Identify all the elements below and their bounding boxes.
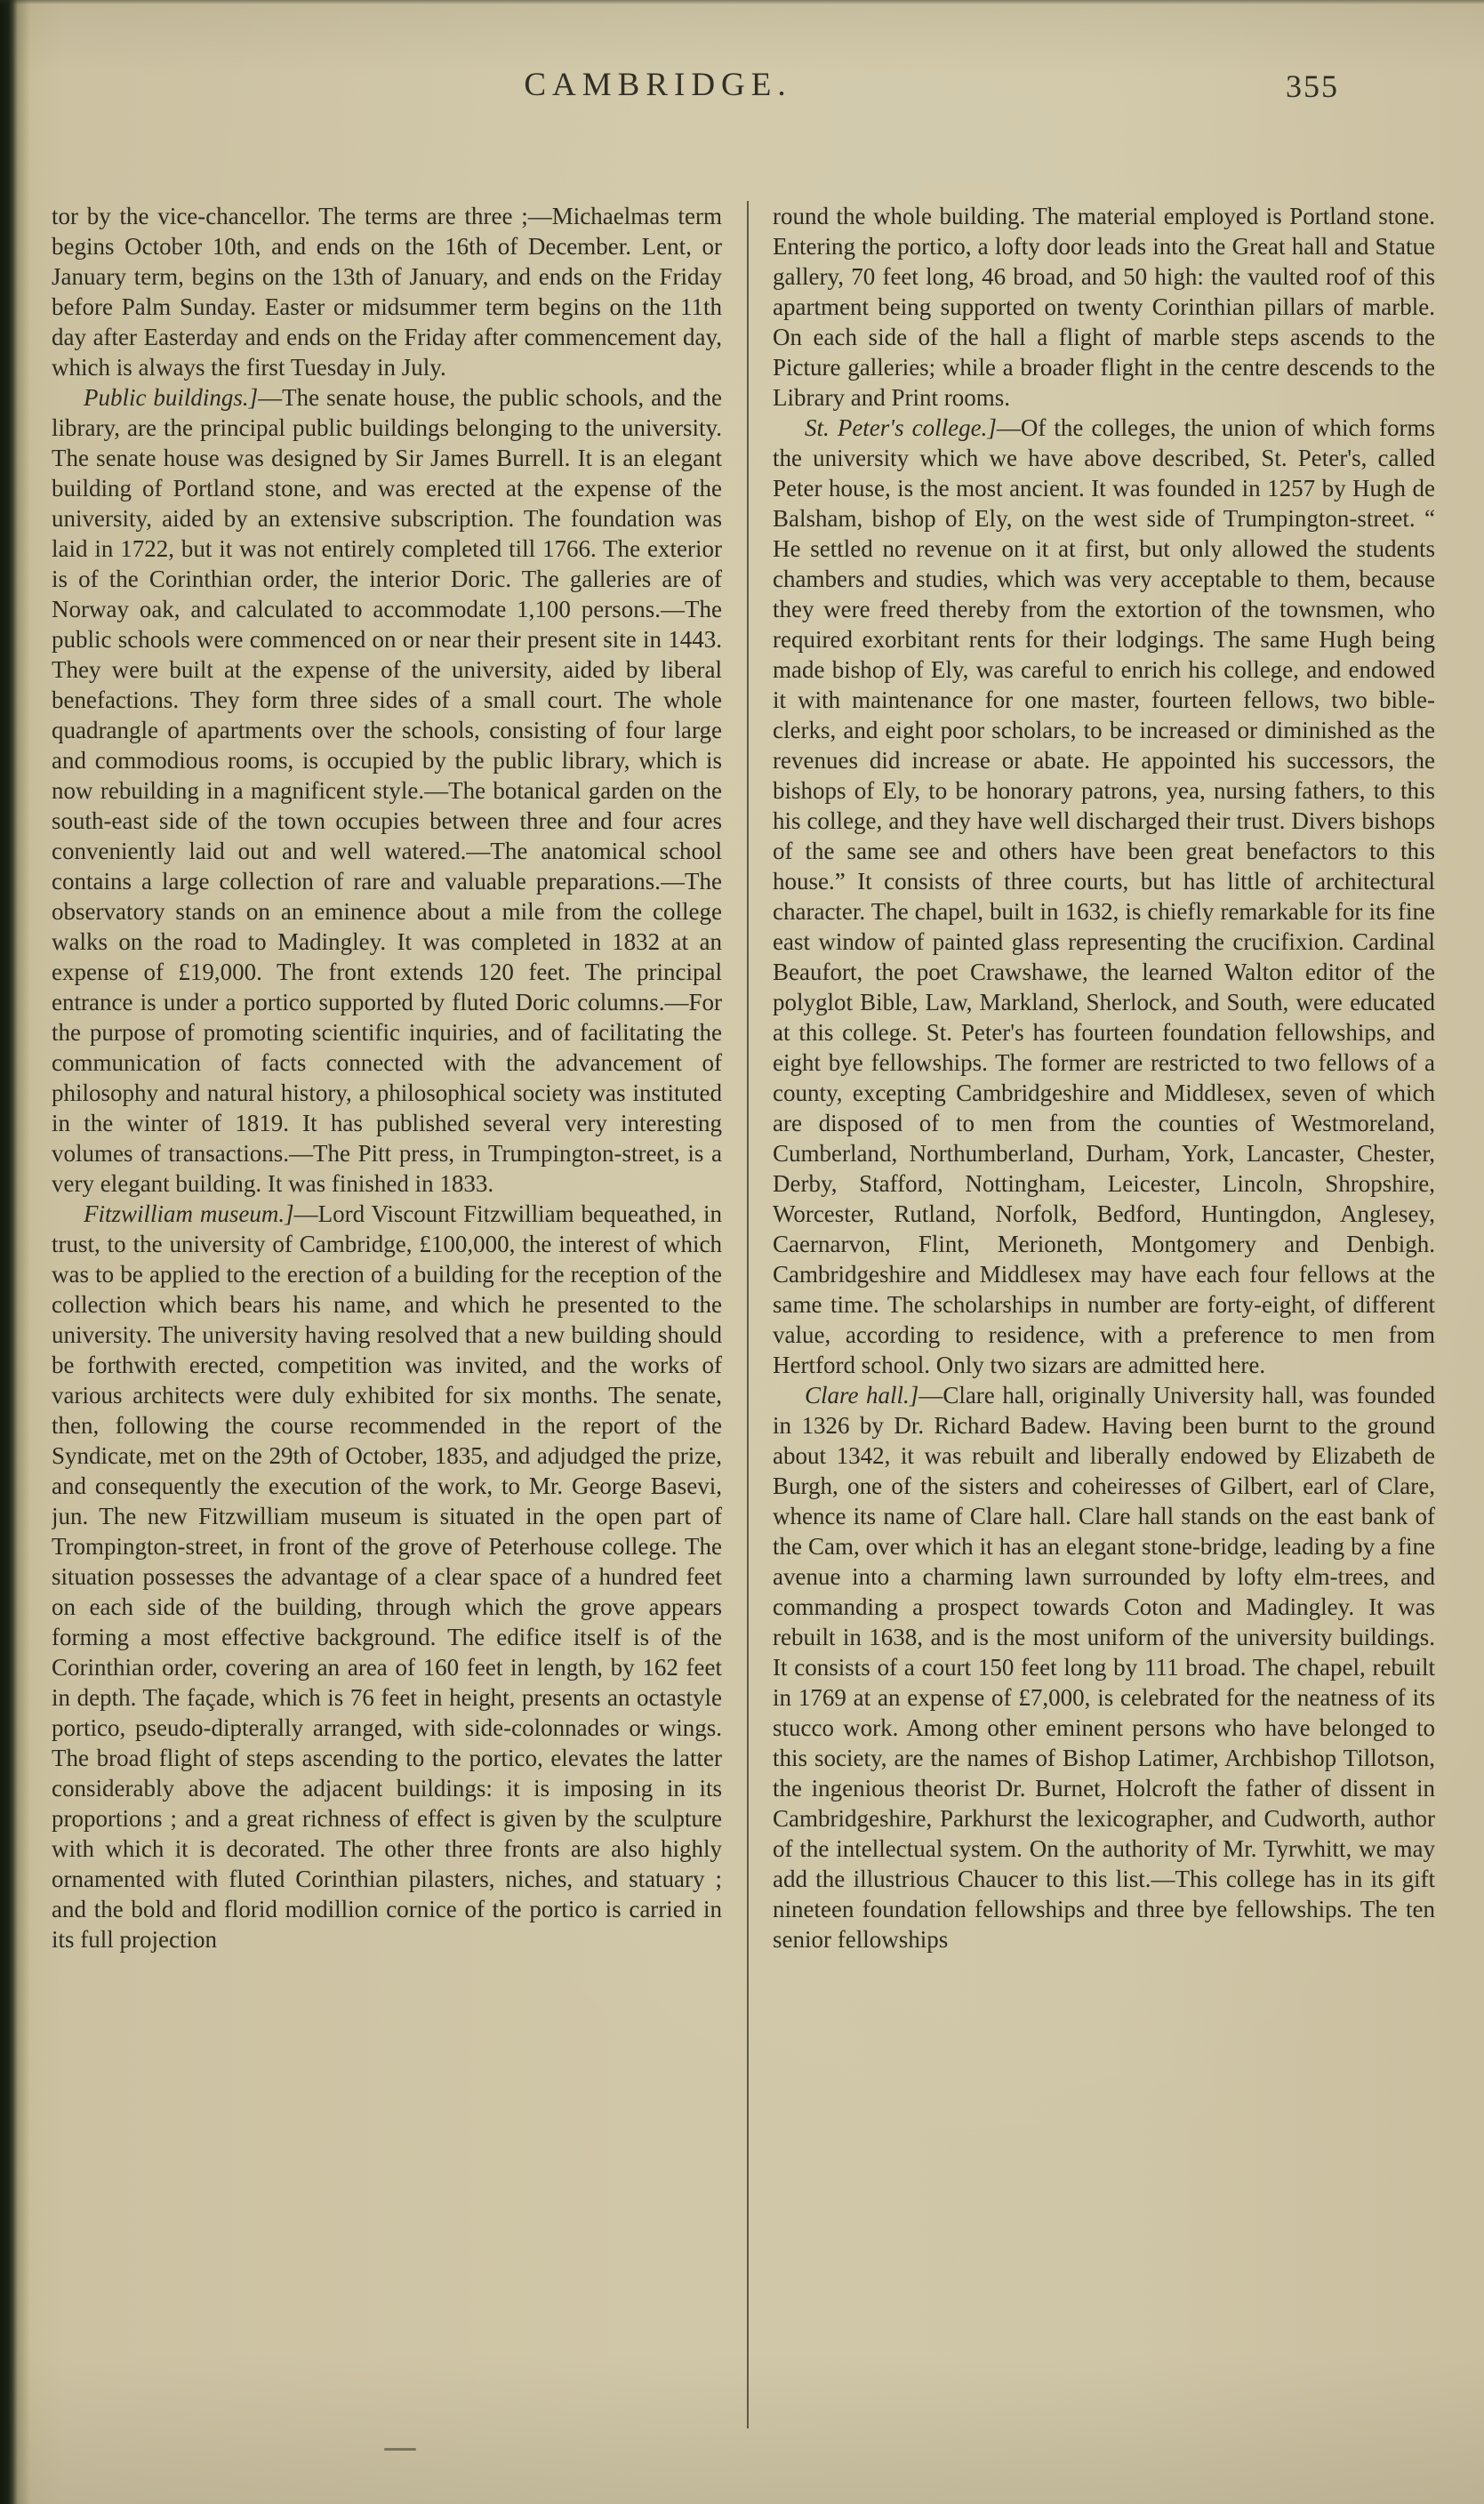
paragraph-lead: St. Peter's college.] [805, 414, 997, 441]
paragraph [773, 1380, 1435, 1954]
left-column [52, 201, 722, 2428]
paragraph-lead: Fitzwilliam museum.] [84, 1200, 294, 1227]
paragraph-text: —The senate house, the public schools, and the library, are the principal public buildings belonging to the university. The senate house was designed by Sir James Burrell. It is an elegant building of Portland stone, and was erected at the expense of the university, aided by an extensive subscription. The foundation was laid in 1722, but it was not entirely completed till 1766. The exterior is of the Corinthian order, the interior Doric. The galleries are of Norway oak, and calculated to accommodate 1,100 persons.—The public schools were commenced on or near their present site in 1443. They were built at the expense of the university, aided by liberal benefactions. They form three sides of a small court. The whole quadrangle of apartments over the schools, consisting of four large and commodious rooms, is occupied by the public library, which is now rebuilding in a magnificent style.—The botanical garden on the south-east side of the town occupies between three and four acres conveniently laid out and well watered.—The anatomical school contains a large collection of rare and valuable preparations.—The observatory stands on an eminence about a mile from the college walks on the road to Madingley. It was completed in 1832 at an expense of £19,000. The front extends 120 feet. The principal entrance is under a portico supported by fluted Doric columns.—For the purpose of promoting scientific inquiries, and of facilitating the communication of facts connected with the advancement of philosophy and natural history, a philosophical society was instituted in the winter of 1819. It has published several very interesting volumes of transactions.—The Pitt press, in Trumpington-street, is a very elegant building. It was finished in 1833. [52, 384, 722, 1197]
paragraph-lead: Clare hall.] [805, 1382, 919, 1408]
paragraph [52, 382, 722, 1199]
paragraph [773, 201, 1435, 413]
paragraph [52, 1199, 722, 1954]
page-top-edge-shadow [0, 0, 1484, 4]
text-columns [52, 201, 1435, 2428]
paragraph-text: —Clare hall, originally University hall, was founded in 1326 by Dr. Richard Badew. Having been burnt to the ground about 1342, it was rebuilt and liberally endowed by Elizabeth de Burgh, one of the sisters and coheiresses of Gilbert, earl of Clare, whence its name of Clare hall. Clare hall stands on the east bank of the Cam, over which it has an elegant stone-bridge, leading by a fine avenue into a charming lawn surrounded by lofty elm-trees, and commanding a prospect towards Coton and Madingley. It was rebuilt in 1638, and is the most uniform of the university buildings. It consists of a court 150 feet long by 111 broad. The chapel, rebuilt in 1769 at an expense of £7,000, is celebrated for the neatness of its stucco work. Among other eminent persons who have belonged to this society, are the names of Bishop Latimer, Archbishop Tillotson, the ingenious theorist Dr. Burnet, Holcroft the father of dissent in Cambridgeshire, Parkhurst the lexicographer, and Cudworth, author of the intellectual system. On the authority of Mr. Tyrwhitt, we may add the illustrious Chaucer to this list.—This college has in its gift nineteen foundation fellowships and three bye fellowships. The ten senior fellowships [773, 1382, 1435, 1953]
running-title: CAMBRIDGE. [524, 67, 792, 103]
paragraph-lead: Public buildings.] [84, 384, 259, 411]
printers-mark [384, 2448, 416, 2451]
paragraph [52, 201, 722, 382]
column-divider [747, 201, 749, 2428]
paragraph-text: round the whole building. The material employed is Portland stone. Entering the portico, a lofty door leads into the Great hall and Statue gallery, 70 feet long, 46 broad, and 50 high: the vaulted roof of this apartment being supported on twenty Corinthian pillars of marble. On each side of the hall a flight of marble steps ascends to the Picture galleries; while a broader flight in the centre descends to the Library and Print rooms. [773, 203, 1435, 411]
page-gutter-shadow [0, 0, 30, 2504]
paragraph-text: —Of the colleges, the union of which forms the university which we have above described, St. Peter's, called Peter house, is the most ancient. It was founded in 1257 by Hugh de Balsham, bishop of Ely, on the west side of Trumpington-street. “ He settled no revenue on it at first, but only allowed the students chambers and studies, which was very acceptable to them, because they were freed thereby from the extortion of the townsmen, who required exorbitant rents for their lodgings. The same Hugh being made bishop of Ely, was careful to enrich his college, and endowed it with maintenance for one master, fourteen fellows, two bible-clerks, and eight poor scholars, to be increased or diminished as the revenues did increase or abate. He appointed his successors, the bishops of Ely, to be honorary patrons, yea, nursing fathers, to this his college, and they have well discharged their trust. Divers bishops of the same see and others have been great benefactors to this house.” It consists of three courts, but has little of architectural character. The chapel, built in 1632, is chiefly remarkable for its fine east window of painted glass representing the crucifixion. Cardinal Beaufort, the poet Crawshawe, the learned Walton editor of the polyglot Bible, Law, Markland, Sherlock, and South, were educated at this college. St. Peter's has fourteen foundation fellowships, and eight bye fellowships. The former are restricted to two fellows of a county, excepting Cambridgeshire and Middlesex, seven of which are disposed of to men from the counties of Westmoreland, Cumberland, Northumberland, Durham, York, Lancaster, Chester, Derby, Stafford, Nottingham, Leicester, Lincoln, Shropshire, Worcester, Rutland, Norfolk, Bedford, Huntingdon, Anglesey, Caernarvon, Flint, Merioneth, Montgomery and Denbigh. Cambridgeshire and Middlesex may have each four fellows at the same time. The scholarships in number are forty-eight, of different value, according to residence, with a preference to men from Hertford school. Only two sizars are admitted here. [773, 414, 1435, 1378]
paragraph-text: —Lord Viscount Fitzwilliam bequeathed, in trust, to the university of Cambridge, £100,000, the interest of which was to be applied to the erection of a building for the reception of the collection which bears his name, and which he presented to the university. The university having resolved that a new building should be forthwith erected, competition was invited, and the works of various architects were duly exhibited for six months. The senate, then, following the course recommended in the report of the Syndicate, met on the 29th of October, 1835, and adjudged the prize, and consequently the execution of the work, to Mr. George Basevi, jun. The new Fitzwilliam museum is situated in the open part of Trompington-street, in front of the grove of Peterhouse college. The situation possesses the advantage of a clear space of a hundred feet on each side of the building, through which the grove appears forming a most effective background. The edifice itself is of the Corinthian order, covering an area of 160 feet in length, by 162 feet in depth. The façade, which is 76 feet in height, presents an octastyle portico, pseudo-dipterally arranged, with side-colonnades or wings. The broad flight of steps ascending to the portico, elevates the latter considerably above the adjacent buildings: it is imposing in its proportions ; and a great richness of effect is given by the sculpture with which it is decorated. The other three fronts are also highly ornamented with fluted Corinthian pilasters, niches, and statuary ; and the bold and florid modillion cornice of the portico is carried in its full projection [52, 1200, 722, 1953]
page-header [52, 66, 1435, 107]
paragraph-text: tor by the vice-chancellor. The terms are three ;—Michaelmas term begins October 10th, and ends on the 16th of December. Lent, or January term, begins on the 13th of January, and ends on the Friday before Palm Sunday. Easter or midsummer term begins on the 11th day after Easterday and ends on the Friday after commencement day, which is always the first Tuesday in July. [52, 203, 722, 381]
page-number: 355 [1286, 68, 1339, 104]
paragraph [773, 413, 1435, 1380]
right-column [773, 201, 1435, 2428]
